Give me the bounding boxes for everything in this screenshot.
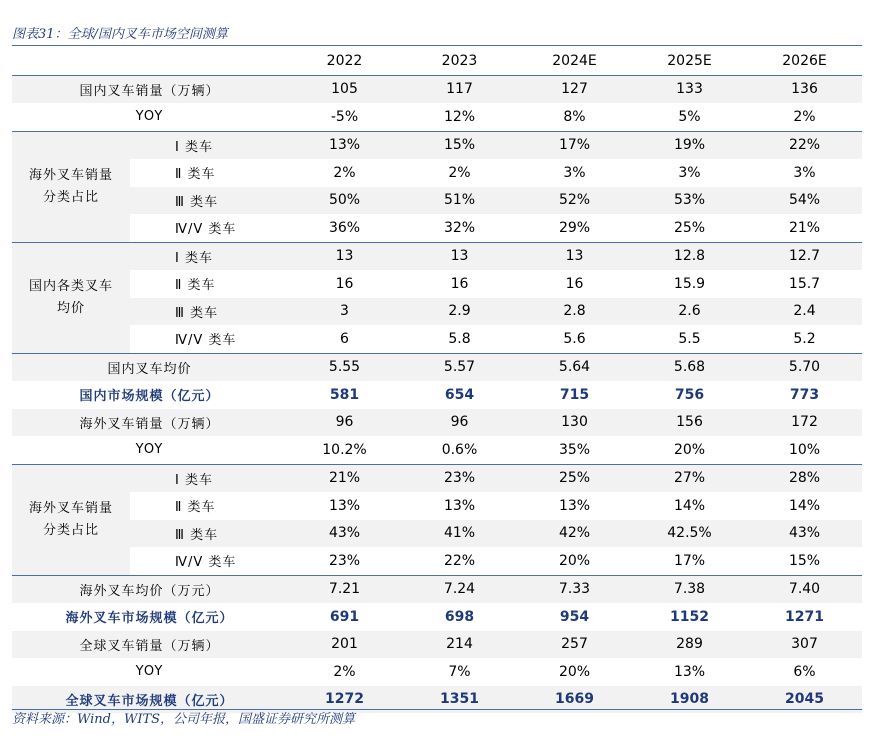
cell: 27%	[632, 464, 747, 492]
cell: 15.9	[673, 275, 706, 292]
cell: 13	[517, 242, 632, 270]
table-row	[12, 103, 862, 131]
row-label: 海外叉车均价（万元）	[12, 575, 287, 603]
cell: 29%	[558, 219, 591, 236]
table-row	[12, 353, 862, 381]
cell: 105	[287, 75, 402, 103]
cell: 7.38	[632, 575, 747, 603]
row-label: YOY	[135, 664, 164, 680]
row-label: Ⅰ 类车	[130, 131, 287, 159]
cell: 1669	[517, 686, 632, 714]
cell: 3%	[563, 164, 586, 181]
header-year: 2025E	[667, 52, 712, 69]
cell: 7.40	[747, 575, 862, 603]
cell: 954	[559, 608, 590, 625]
cell: 7.24	[402, 575, 517, 603]
table-row	[12, 214, 862, 242]
table-row	[12, 187, 862, 215]
cell: 2045	[747, 686, 862, 714]
figure-caption: 图表31：全球/国内叉车市场空间测算	[12, 27, 228, 42]
cell: 8%	[563, 108, 586, 125]
group-label-line: 海外叉车销量	[28, 500, 113, 516]
cell: 14%	[673, 497, 706, 514]
cell: 20%	[673, 441, 706, 458]
group-label	[12, 242, 130, 353]
cell: 773	[789, 386, 820, 403]
header-year: 2026E	[782, 52, 827, 69]
cell: 23%	[402, 464, 517, 492]
cell: 0.6%	[441, 441, 478, 458]
table-row	[12, 131, 862, 159]
cell: 2.6	[632, 298, 747, 326]
cell: 3	[287, 298, 402, 326]
market-size-table	[12, 47, 862, 713]
cell: 14%	[788, 497, 821, 514]
row-label: 全球叉车市场规模（亿元）	[12, 686, 287, 714]
row-label: Ⅳ/Ⅴ 类车	[175, 555, 237, 571]
cell: 54%	[747, 187, 862, 215]
table-row	[12, 464, 862, 492]
cell: 5%	[678, 108, 701, 125]
cell: 96	[402, 409, 517, 437]
table-row	[12, 242, 862, 270]
cell: 35%	[558, 441, 591, 458]
cell: 41%	[402, 520, 517, 548]
cell: 715	[559, 386, 590, 403]
cell: 214	[402, 631, 517, 659]
row-label: Ⅳ/Ⅴ 类车	[175, 333, 237, 349]
cell: 5.68	[632, 353, 747, 381]
cell: 32%	[443, 219, 476, 236]
cell: -5%	[330, 108, 359, 125]
header-row	[12, 47, 862, 75]
row-label: Ⅱ 类车	[175, 278, 216, 294]
cell: 156	[632, 409, 747, 437]
table-row	[12, 631, 862, 659]
cell: 2.4	[747, 298, 862, 326]
cell: 28%	[747, 464, 862, 492]
cell: 20%	[558, 552, 591, 569]
cell: 7.33	[517, 575, 632, 603]
table-row	[12, 547, 862, 575]
cell: 130	[517, 409, 632, 437]
cell: 16	[335, 275, 354, 292]
cell: 22%	[443, 552, 476, 569]
cell: 756	[674, 386, 705, 403]
cell: 13%	[443, 497, 476, 514]
cell: 257	[517, 631, 632, 659]
cell: 25%	[673, 219, 706, 236]
cell: 5.6	[563, 330, 586, 347]
cell: 5.70	[747, 353, 862, 381]
cell: 201	[287, 631, 402, 659]
cell: 6%	[793, 663, 816, 680]
cell: 2.9	[402, 298, 517, 326]
group-label-line: 均价	[56, 300, 85, 316]
row-label: Ⅲ 类车	[130, 520, 287, 548]
row-label: Ⅳ/Ⅴ 类车	[175, 222, 237, 238]
cell: 17%	[673, 552, 706, 569]
table-row	[12, 159, 862, 187]
cell: 6	[340, 330, 349, 347]
cell: 13%	[287, 131, 402, 159]
table-row	[12, 520, 862, 548]
row-label: 海外叉车销量（万辆）	[12, 409, 287, 437]
cell: 52%	[517, 187, 632, 215]
bottom-rule	[12, 709, 862, 710]
cell: 36%	[328, 219, 361, 236]
cell: 16	[450, 275, 469, 292]
cell: 172	[747, 409, 862, 437]
cell: 117	[402, 75, 517, 103]
row-label: YOY	[135, 442, 164, 458]
source-note: 资料来源：Wind，WITS，公司年报，国盛证券研究所测算	[12, 712, 356, 727]
cell: 2.8	[517, 298, 632, 326]
cell: 136	[747, 75, 862, 103]
header-year: 2023	[441, 52, 478, 69]
cell: 5.2	[793, 330, 816, 347]
cell: 19%	[632, 131, 747, 159]
row-label: Ⅰ 类车	[130, 464, 287, 492]
cell: 2%	[333, 663, 356, 680]
cell: 42.5%	[632, 520, 747, 548]
cell: 1152	[670, 608, 709, 625]
cell: 10.2%	[322, 441, 367, 458]
cell: 5.8	[448, 330, 471, 347]
cell: 13	[402, 242, 517, 270]
cell: 22%	[747, 131, 862, 159]
cell: 133	[632, 75, 747, 103]
table-row	[12, 298, 862, 326]
cell: 10%	[788, 441, 821, 458]
cell: 1271	[785, 608, 824, 625]
cell: 15.7	[788, 275, 821, 292]
cell: 15%	[402, 131, 517, 159]
cell: 12.7	[747, 242, 862, 270]
cell: 691	[329, 608, 360, 625]
cell: 698	[444, 608, 475, 625]
table-row	[12, 270, 862, 298]
table-row	[12, 409, 862, 437]
cell: 1908	[632, 686, 747, 714]
cell: 5.57	[402, 353, 517, 381]
cell: 23%	[328, 552, 361, 569]
cell: 15%	[788, 552, 821, 569]
row-label: 国内叉车均价	[12, 353, 287, 381]
cell: 1272	[287, 686, 402, 714]
table-row	[12, 325, 862, 353]
row-label: Ⅰ 类车	[130, 242, 287, 270]
cell: 5.55	[287, 353, 402, 381]
cell: 289	[632, 631, 747, 659]
cell: 5.64	[517, 353, 632, 381]
table-row	[12, 492, 862, 520]
row-label: 海外叉车市场规模（亿元）	[65, 611, 234, 627]
group-label	[12, 131, 130, 242]
cell: 127	[517, 75, 632, 103]
cell: 13%	[328, 497, 361, 514]
row-label: Ⅱ 类车	[175, 500, 216, 516]
table-row-highlight	[12, 381, 862, 409]
header-blank	[12, 47, 287, 75]
group-label-line: 分类占比	[42, 189, 99, 205]
cell: 2%	[448, 164, 471, 181]
cell: 42%	[517, 520, 632, 548]
table-row	[12, 436, 862, 464]
row-label: 国内市场规模（亿元）	[79, 389, 220, 405]
group-label-line: 海外叉车销量	[28, 167, 113, 183]
header-year: 2024E	[552, 52, 597, 69]
header-year: 2022	[326, 52, 363, 69]
cell: 21%	[788, 219, 821, 236]
table-row	[12, 75, 862, 103]
cell: 3%	[793, 164, 816, 181]
cell: 13%	[558, 497, 591, 514]
row-label: Ⅱ 类车	[175, 167, 216, 183]
cell: 7.21	[287, 575, 402, 603]
cell: 43%	[287, 520, 402, 548]
group-label	[12, 464, 130, 575]
cell: 20%	[558, 663, 591, 680]
row-label: 国内叉车销量（万辆）	[12, 75, 287, 103]
cell: 17%	[517, 131, 632, 159]
row-label: 全球叉车销量（万辆）	[12, 631, 287, 659]
cell: 3%	[678, 164, 701, 181]
row-label: Ⅲ 类车	[130, 187, 287, 215]
cell: 43%	[747, 520, 862, 548]
cell: 2%	[793, 108, 816, 125]
table-row	[12, 575, 862, 603]
table-row-highlight	[12, 603, 862, 631]
cell: 12.8	[632, 242, 747, 270]
table-row	[12, 658, 862, 686]
cell: 654	[444, 386, 475, 403]
row-label: Ⅲ 类车	[130, 298, 287, 326]
group-label-line: 国内各类叉车	[28, 278, 113, 294]
cell: 7%	[448, 663, 471, 680]
cell: 51%	[402, 187, 517, 215]
group-label-line: 分类占比	[42, 522, 99, 538]
cell: 25%	[517, 464, 632, 492]
cell: 96	[287, 409, 402, 437]
cell: 16	[565, 275, 584, 292]
cell: 581	[329, 386, 360, 403]
cell: 5.5	[678, 330, 701, 347]
cell: 53%	[632, 187, 747, 215]
cell: 307	[747, 631, 862, 659]
cell: 13	[287, 242, 402, 270]
cell: 12%	[443, 108, 476, 125]
cell: 50%	[287, 187, 402, 215]
cell: 13%	[673, 663, 706, 680]
cell: 2%	[333, 164, 356, 181]
top-rule	[12, 45, 862, 46]
cell: 1351	[402, 686, 517, 714]
row-label: YOY	[135, 109, 164, 125]
cell: 21%	[287, 464, 402, 492]
